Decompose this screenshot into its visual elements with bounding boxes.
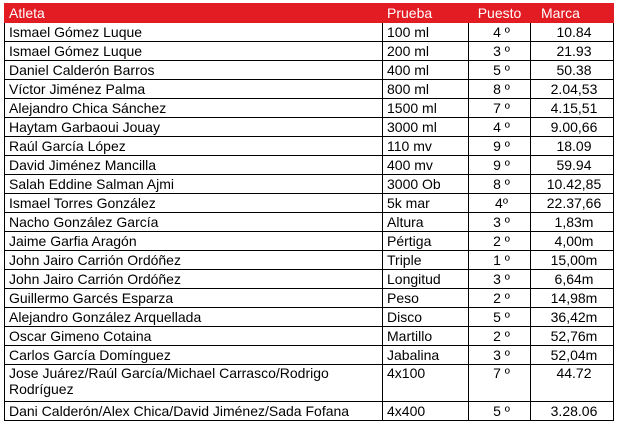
- table-body: [5, 23, 614, 421]
- cell-puesto: 9 º: [469, 137, 531, 156]
- cell-prueba: 5k mar: [383, 194, 469, 213]
- cell-puesto: 8 º: [469, 80, 531, 99]
- cell-prueba: 4x100: [383, 365, 469, 402]
- table-header: [5, 4, 614, 23]
- header-prueba: Prueba: [383, 4, 469, 23]
- cell-marca: 50.38: [531, 61, 614, 80]
- cell-atleta: Raúl García López: [5, 137, 383, 156]
- table-row: [5, 402, 614, 421]
- cell-puesto: 2 º: [469, 232, 531, 251]
- cell-puesto: 5 º: [469, 61, 531, 80]
- cell-marca: 9.00,66: [531, 118, 614, 137]
- cell-prueba: 200 ml: [383, 42, 469, 61]
- cell-puesto: 2 º: [469, 327, 531, 346]
- cell-atleta: Ismael Gómez Luque: [5, 42, 383, 61]
- cell-prueba: Martillo: [383, 327, 469, 346]
- cell-prueba: 3000 ml: [383, 118, 469, 137]
- cell-marca: 36,42m: [531, 308, 614, 327]
- table-row: [5, 80, 614, 99]
- cell-puesto: 4 º: [469, 23, 531, 42]
- cell-atleta: Salah Eddine Salman Ajmi: [5, 175, 383, 194]
- table-row: [5, 156, 614, 175]
- cell-atleta: David Jiménez Mancilla: [5, 156, 383, 175]
- cell-atleta: Guillermo Garcés Esparza: [5, 289, 383, 308]
- cell-prueba: 4x400: [383, 402, 469, 421]
- cell-prueba: Triple: [383, 251, 469, 270]
- cell-marca: 6,64m: [531, 270, 614, 289]
- cell-prueba: Disco: [383, 308, 469, 327]
- cell-atleta: Carlos García Domínguez: [5, 346, 383, 365]
- results-table: [4, 3, 614, 421]
- header-puesto: Puesto: [469, 4, 531, 23]
- cell-atleta: Víctor Jiménez Palma: [5, 80, 383, 99]
- header-marca: Marca: [531, 4, 614, 23]
- cell-atleta: Alejandro Chica Sánchez: [5, 99, 383, 118]
- cell-atleta: Dani Calderón/Alex Chica/David Jiménez/Sada Fofana: [5, 402, 383, 421]
- cell-prueba: 1500 ml: [383, 99, 469, 118]
- table-row: [5, 232, 614, 251]
- cell-prueba: Peso: [383, 289, 469, 308]
- cell-puesto: 5 º: [469, 402, 531, 421]
- cell-atleta: Jose Juárez/Raúl García/Michael Carrasco/Rodrigo Rodríguez: [5, 365, 383, 402]
- table-row: [5, 365, 614, 402]
- table-row: [5, 194, 614, 213]
- cell-marca: 10.84: [531, 23, 614, 42]
- header-row: [5, 4, 614, 23]
- cell-marca: 4.15,51: [531, 99, 614, 118]
- cell-prueba: 400 ml: [383, 61, 469, 80]
- table-row: [5, 99, 614, 118]
- cell-puesto: 4 º: [469, 118, 531, 137]
- cell-atleta: Nacho González García: [5, 213, 383, 232]
- cell-puesto: 3 º: [469, 346, 531, 365]
- cell-puesto: 9 º: [469, 156, 531, 175]
- cell-marca: 4,00m: [531, 232, 614, 251]
- table-row: [5, 137, 614, 156]
- cell-atleta: John Jairo Carrión Ordóñez: [5, 270, 383, 289]
- cell-atleta: Ismael Gómez Luque: [5, 23, 383, 42]
- cell-prueba: 3000 Ob: [383, 175, 469, 194]
- table-row: [5, 23, 614, 42]
- cell-marca: 10.42,85: [531, 175, 614, 194]
- cell-atleta: Ismael Torres González: [5, 194, 383, 213]
- cell-puesto: 3 º: [469, 213, 531, 232]
- cell-prueba: 110 mv: [383, 137, 469, 156]
- table-row: [5, 327, 614, 346]
- cell-prueba: 100 ml: [383, 23, 469, 42]
- cell-marca: 44.72: [531, 365, 614, 402]
- cell-marca: 15,00m: [531, 251, 614, 270]
- table-row: [5, 270, 614, 289]
- cell-puesto: 7 º: [469, 99, 531, 118]
- cell-puesto: 4º: [469, 194, 531, 213]
- cell-puesto: 7 º: [469, 365, 531, 402]
- cell-marca: 18.09: [531, 137, 614, 156]
- cell-prueba: Altura: [383, 213, 469, 232]
- cell-marca: 22.37,66: [531, 194, 614, 213]
- cell-puesto: 8 º: [469, 175, 531, 194]
- cell-marca: 2.04,53: [531, 80, 614, 99]
- cell-atleta: Jaime Garfia Aragón: [5, 232, 383, 251]
- cell-puesto: 1 º: [469, 251, 531, 270]
- cell-marca: 3.28.06: [531, 402, 614, 421]
- cell-prueba: 400 mv: [383, 156, 469, 175]
- table-row: [5, 251, 614, 270]
- table-row: [5, 175, 614, 194]
- cell-prueba: Pértiga: [383, 232, 469, 251]
- table-row: [5, 346, 614, 365]
- cell-atleta: Alejandro González Arquellada: [5, 308, 383, 327]
- cell-puesto: 3 º: [469, 42, 531, 61]
- cell-atleta: John Jairo Carrión Ordóñez: [5, 251, 383, 270]
- cell-prueba: Jabalina: [383, 346, 469, 365]
- cell-puesto: 2 º: [469, 289, 531, 308]
- cell-prueba: 800 ml: [383, 80, 469, 99]
- cell-atleta: Haytam Garbaoui Jouay: [5, 118, 383, 137]
- cell-marca: 59.94: [531, 156, 614, 175]
- header-atleta: Atleta: [5, 4, 383, 23]
- cell-marca: 1,83m: [531, 213, 614, 232]
- cell-marca: 52,76m: [531, 327, 614, 346]
- cell-atleta: Oscar Gimeno Cotaina: [5, 327, 383, 346]
- cell-marca: 21.93: [531, 42, 614, 61]
- cell-marca: 52,04m: [531, 346, 614, 365]
- table-row: [5, 61, 614, 80]
- table-row: [5, 42, 614, 61]
- cell-marca: 14,98m: [531, 289, 614, 308]
- table-row: [5, 213, 614, 232]
- cell-puesto: 3 º: [469, 270, 531, 289]
- table-row: [5, 118, 614, 137]
- cell-puesto: 5 º: [469, 308, 531, 327]
- cell-prueba: Longitud: [383, 270, 469, 289]
- table-row: [5, 308, 614, 327]
- cell-atleta: Daniel Calderón Barros: [5, 61, 383, 80]
- table-row: [5, 289, 614, 308]
